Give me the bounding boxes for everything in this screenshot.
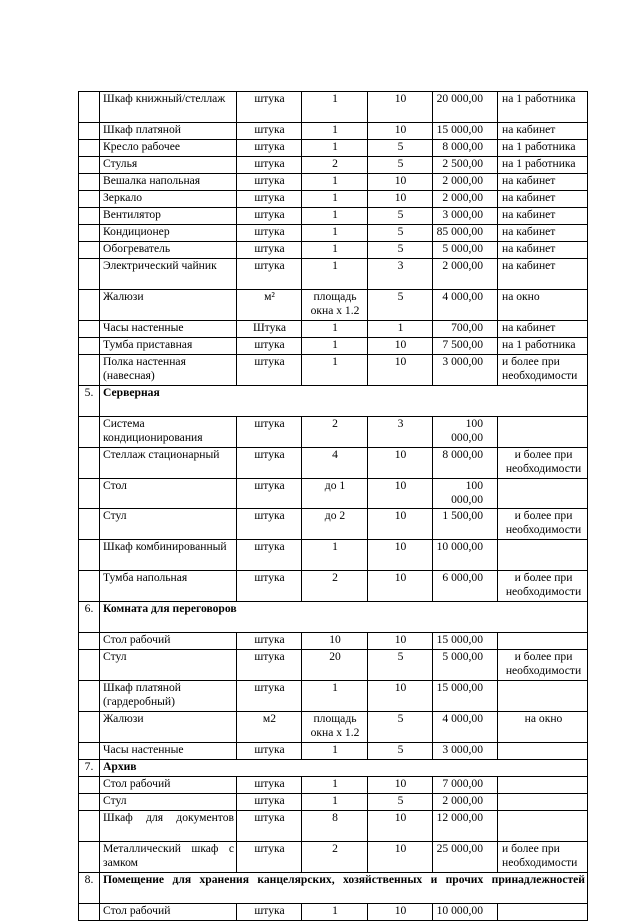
table-row	[79, 290, 588, 321]
table-row	[79, 811, 588, 842]
price-cell: 8 000,00	[433, 140, 498, 157]
note-cell	[498, 417, 588, 448]
price-cell: 8 000,00	[433, 448, 498, 479]
unit-cell: штука	[237, 509, 302, 540]
section-title: Помещение для хранения канцелярских, хозяйственных и прочих принадлежностей	[100, 873, 588, 904]
table-row	[79, 321, 588, 338]
section-title: Архив	[100, 760, 588, 777]
item-name-cell: Шкаф для документов	[100, 811, 237, 842]
unit-cell: штука	[237, 140, 302, 157]
table-row	[79, 633, 588, 650]
price-cell: 6 000,00	[433, 571, 498, 602]
service-years-cell: 10	[368, 777, 433, 794]
price-cell: 3 000,00	[433, 743, 498, 760]
row-number-cell	[79, 743, 100, 760]
service-years-cell: 5	[368, 794, 433, 811]
quantity-cell: 4	[302, 448, 368, 479]
quantity-cell: 1	[302, 123, 368, 140]
table-row	[79, 208, 588, 225]
table-row	[79, 904, 588, 921]
price-cell: 2 000,00	[433, 174, 498, 191]
quantity-cell: 1	[302, 338, 368, 355]
table-row	[79, 540, 588, 571]
row-number-cell	[79, 650, 100, 681]
item-name-cell: Стул	[100, 794, 237, 811]
price-cell: 10 000,00	[433, 540, 498, 571]
unit-cell: штука	[237, 225, 302, 242]
price-cell: 5 000,00	[433, 242, 498, 259]
row-number-cell	[79, 123, 100, 140]
row-number-cell	[79, 191, 100, 208]
quantity-cell: 1	[302, 355, 368, 386]
service-years-cell: 10	[368, 355, 433, 386]
unit-cell: штука	[237, 338, 302, 355]
note-cell: и более при необходимости	[498, 509, 588, 540]
note-cell: на кабинет	[498, 123, 588, 140]
unit-cell: штука	[237, 174, 302, 191]
section-number: 7.	[79, 760, 100, 777]
row-number-cell	[79, 338, 100, 355]
section-title: Серверная	[100, 386, 588, 417]
table-row	[79, 123, 588, 140]
item-name-cell: Полка настенная (навесная)	[100, 355, 237, 386]
table-row	[79, 777, 588, 794]
quantity-cell: 1	[302, 191, 368, 208]
item-name-cell: Тумба напольная	[100, 571, 237, 602]
row-number-cell	[79, 157, 100, 174]
service-years-cell: 5	[368, 208, 433, 225]
unit-cell: штука	[237, 681, 302, 712]
quantity-cell: 1	[302, 92, 368, 123]
quantity-cell: 1	[302, 540, 368, 571]
row-number-cell	[79, 712, 100, 743]
price-cell: 100 000,00	[433, 479, 498, 509]
quantity-cell: площадь окна х 1.2	[302, 290, 368, 321]
quantity-cell: до 2	[302, 509, 368, 540]
note-cell: и более при необходимости	[498, 650, 588, 681]
note-cell: и более при необходимости	[498, 842, 588, 873]
note-cell: на кабинет	[498, 321, 588, 338]
price-cell: 3 000,00	[433, 208, 498, 225]
price-cell: 20 000,00	[433, 92, 498, 123]
quantity-cell: до 1	[302, 479, 368, 509]
item-name-cell: Стол рабочий	[100, 904, 237, 921]
item-name-cell: Шкаф платяной	[100, 123, 237, 140]
service-years-cell: 10	[368, 123, 433, 140]
service-years-cell: 10	[368, 842, 433, 873]
price-cell: 15 000,00	[433, 681, 498, 712]
note-cell: на кабинет	[498, 225, 588, 242]
price-cell: 4 000,00	[433, 290, 498, 321]
unit-cell: штука	[237, 633, 302, 650]
service-years-cell: 5	[368, 242, 433, 259]
quantity-cell: площадь окна х 1.2	[302, 712, 368, 743]
quantity-cell: 2	[302, 842, 368, 873]
price-cell: 2 000,00	[433, 259, 498, 290]
row-number-cell	[79, 92, 100, 123]
row-number-cell	[79, 571, 100, 602]
table-row	[79, 174, 588, 191]
unit-cell: штука	[237, 479, 302, 509]
table-row	[79, 242, 588, 259]
unit-cell: штука	[237, 123, 302, 140]
note-cell: и более при необходимости	[498, 448, 588, 479]
price-cell: 4 000,00	[433, 712, 498, 743]
row-number-cell	[79, 290, 100, 321]
item-name-cell: Стол	[100, 479, 237, 509]
quantity-cell: 8	[302, 811, 368, 842]
table-row	[79, 794, 588, 811]
note-cell: и более при необходимости	[498, 355, 588, 386]
item-name-cell: Тумба приставная	[100, 338, 237, 355]
table-row	[79, 338, 588, 355]
section-number: 5.	[79, 386, 100, 417]
note-cell: на окно	[498, 290, 588, 321]
note-cell	[498, 743, 588, 760]
row-number-cell	[79, 681, 100, 712]
row-number-cell	[79, 321, 100, 338]
note-cell: на 1 работника	[498, 92, 588, 123]
item-name-cell: Шкаф комбинированный	[100, 540, 237, 571]
quantity-cell: 2	[302, 417, 368, 448]
table-row	[79, 417, 588, 448]
service-years-cell: 5	[368, 743, 433, 760]
unit-cell: штука	[237, 208, 302, 225]
price-cell: 100 000,00	[433, 417, 498, 448]
quantity-cell: 1	[302, 242, 368, 259]
note-cell: и более при необходимости	[498, 571, 588, 602]
quantity-cell: 1	[302, 794, 368, 811]
note-cell	[498, 777, 588, 794]
item-name-cell: Зеркало	[100, 191, 237, 208]
row-number-cell	[79, 417, 100, 448]
note-cell: на 1 работника	[498, 157, 588, 174]
quantity-cell: 1	[302, 140, 368, 157]
section-row	[79, 386, 588, 417]
service-years-cell: 5	[368, 225, 433, 242]
unit-cell: штука	[237, 448, 302, 479]
quantity-cell: 1	[302, 743, 368, 760]
quantity-cell: 20	[302, 650, 368, 681]
table-row	[79, 571, 588, 602]
section-title: Комната для переговоров	[100, 602, 588, 633]
table-row	[79, 743, 588, 760]
table-row	[79, 712, 588, 743]
item-name-cell: Вешалка напольная	[100, 174, 237, 191]
note-cell: на кабинет	[498, 174, 588, 191]
unit-cell: штука	[237, 811, 302, 842]
row-number-cell	[79, 777, 100, 794]
table-row	[79, 259, 588, 290]
quantity-cell: 1	[302, 208, 368, 225]
row-number-cell	[79, 479, 100, 509]
service-years-cell: 10	[368, 479, 433, 509]
section-number: 6.	[79, 602, 100, 633]
note-cell	[498, 811, 588, 842]
unit-cell: штука	[237, 540, 302, 571]
service-years-cell: 10	[368, 571, 433, 602]
row-number-cell	[79, 509, 100, 540]
note-cell: на кабинет	[498, 191, 588, 208]
note-cell	[498, 540, 588, 571]
note-cell: на кабинет	[498, 259, 588, 290]
quantity-cell: 2	[302, 571, 368, 602]
row-number-cell	[79, 174, 100, 191]
price-cell: 15 000,00	[433, 123, 498, 140]
quantity-cell: 1	[302, 225, 368, 242]
service-years-cell: 1	[368, 321, 433, 338]
table-row	[79, 448, 588, 479]
price-cell: 700,00	[433, 321, 498, 338]
table-row	[79, 650, 588, 681]
unit-cell: штука	[237, 842, 302, 873]
service-years-cell: 10	[368, 811, 433, 842]
table-row	[79, 355, 588, 386]
item-name-cell: Шкаф книжный/стеллаж	[100, 92, 237, 123]
service-years-cell: 10	[368, 92, 433, 123]
item-name-cell: Металлический шкаф с замком	[100, 842, 237, 873]
item-name-cell: Стол рабочий	[100, 633, 237, 650]
row-number-cell	[79, 794, 100, 811]
section-number: 8.	[79, 873, 100, 904]
item-name-cell: Стул	[100, 509, 237, 540]
unit-cell: м2	[237, 712, 302, 743]
note-cell	[498, 479, 588, 509]
note-cell: на кабинет	[498, 242, 588, 259]
note-cell	[498, 681, 588, 712]
section-row	[79, 602, 588, 633]
service-years-cell: 10	[368, 191, 433, 208]
unit-cell: штука	[237, 157, 302, 174]
service-years-cell: 3	[368, 417, 433, 448]
unit-cell: штука	[237, 904, 302, 921]
note-cell	[498, 794, 588, 811]
note-cell: на окно	[498, 712, 588, 743]
unit-cell: Штука	[237, 321, 302, 338]
price-cell: 10 000,00	[433, 904, 498, 921]
table-row	[79, 140, 588, 157]
price-cell: 85 000,00	[433, 225, 498, 242]
service-years-cell: 5	[368, 140, 433, 157]
row-number-cell	[79, 904, 100, 921]
item-name-cell: Стеллаж стационарный	[100, 448, 237, 479]
service-years-cell: 10	[368, 174, 433, 191]
service-years-cell: 5	[368, 712, 433, 743]
unit-cell: м²	[237, 290, 302, 321]
table-row	[79, 225, 588, 242]
service-years-cell: 5	[368, 650, 433, 681]
item-name-cell: Кондиционер	[100, 225, 237, 242]
service-years-cell: 5	[368, 157, 433, 174]
quantity-cell: 1	[302, 681, 368, 712]
item-name-cell: Стулья	[100, 157, 237, 174]
item-name-cell: Вентилятор	[100, 208, 237, 225]
table-row	[79, 191, 588, 208]
item-name-cell: Кресло рабочее	[100, 140, 237, 157]
item-name-cell: Часы настенные	[100, 743, 237, 760]
price-cell: 2 500,00	[433, 157, 498, 174]
equipment-table	[78, 91, 588, 921]
table-row	[79, 92, 588, 123]
table-row	[79, 842, 588, 873]
section-row	[79, 873, 588, 904]
unit-cell: штука	[237, 571, 302, 602]
quantity-cell: 1	[302, 259, 368, 290]
item-name-cell: Шкаф платяной (гардеробный)	[100, 681, 237, 712]
service-years-cell: 5	[368, 290, 433, 321]
item-name-cell: Система кондиционирования	[100, 417, 237, 448]
row-number-cell	[79, 208, 100, 225]
price-cell: 2 000,00	[433, 794, 498, 811]
quantity-cell: 1	[302, 321, 368, 338]
unit-cell: штука	[237, 242, 302, 259]
row-number-cell	[79, 225, 100, 242]
service-years-cell: 10	[368, 904, 433, 921]
row-number-cell	[79, 633, 100, 650]
table-row	[79, 509, 588, 540]
item-name-cell: Обогреватель	[100, 242, 237, 259]
unit-cell: штука	[237, 355, 302, 386]
row-number-cell	[79, 448, 100, 479]
price-cell: 25 000,00	[433, 842, 498, 873]
note-cell: на 1 работника	[498, 140, 588, 157]
item-name-cell: Стол рабочий	[100, 777, 237, 794]
note-cell: на кабинет	[498, 208, 588, 225]
price-cell: 2 000,00	[433, 191, 498, 208]
service-years-cell: 10	[368, 633, 433, 650]
quantity-cell: 10	[302, 633, 368, 650]
row-number-cell	[79, 140, 100, 157]
item-name-cell: Жалюзи	[100, 290, 237, 321]
quantity-cell: 1	[302, 904, 368, 921]
row-number-cell	[79, 259, 100, 290]
unit-cell: штука	[237, 777, 302, 794]
row-number-cell	[79, 242, 100, 259]
table-row	[79, 157, 588, 174]
item-name-cell: Электрический чайник	[100, 259, 237, 290]
service-years-cell: 10	[368, 338, 433, 355]
note-cell	[498, 904, 588, 921]
unit-cell: штука	[237, 191, 302, 208]
note-cell: на 1 работника	[498, 338, 588, 355]
row-number-cell	[79, 540, 100, 571]
price-cell: 15 000,00	[433, 633, 498, 650]
price-cell: 3 000,00	[433, 355, 498, 386]
item-name-cell: Часы настенные	[100, 321, 237, 338]
table-row	[79, 681, 588, 712]
price-cell: 1 500,00	[433, 509, 498, 540]
item-name-cell: Стул	[100, 650, 237, 681]
unit-cell: штука	[237, 794, 302, 811]
unit-cell: штука	[237, 743, 302, 760]
quantity-cell: 1	[302, 174, 368, 191]
unit-cell: штука	[237, 417, 302, 448]
unit-cell: штука	[237, 92, 302, 123]
row-number-cell	[79, 811, 100, 842]
note-cell	[498, 633, 588, 650]
unit-cell: штука	[237, 650, 302, 681]
table-row	[79, 479, 588, 509]
quantity-cell: 2	[302, 157, 368, 174]
price-cell: 5 000,00	[433, 650, 498, 681]
service-years-cell: 3	[368, 259, 433, 290]
service-years-cell: 10	[368, 509, 433, 540]
row-number-cell	[79, 355, 100, 386]
row-number-cell	[79, 842, 100, 873]
unit-cell: штука	[237, 259, 302, 290]
service-years-cell: 10	[368, 681, 433, 712]
item-name-cell: Жалюзи	[100, 712, 237, 743]
section-row	[79, 760, 588, 777]
quantity-cell: 1	[302, 777, 368, 794]
service-years-cell: 10	[368, 448, 433, 479]
service-years-cell: 10	[368, 540, 433, 571]
price-cell: 7 000,00	[433, 777, 498, 794]
price-cell: 7 500,00	[433, 338, 498, 355]
price-cell: 12 000,00	[433, 811, 498, 842]
